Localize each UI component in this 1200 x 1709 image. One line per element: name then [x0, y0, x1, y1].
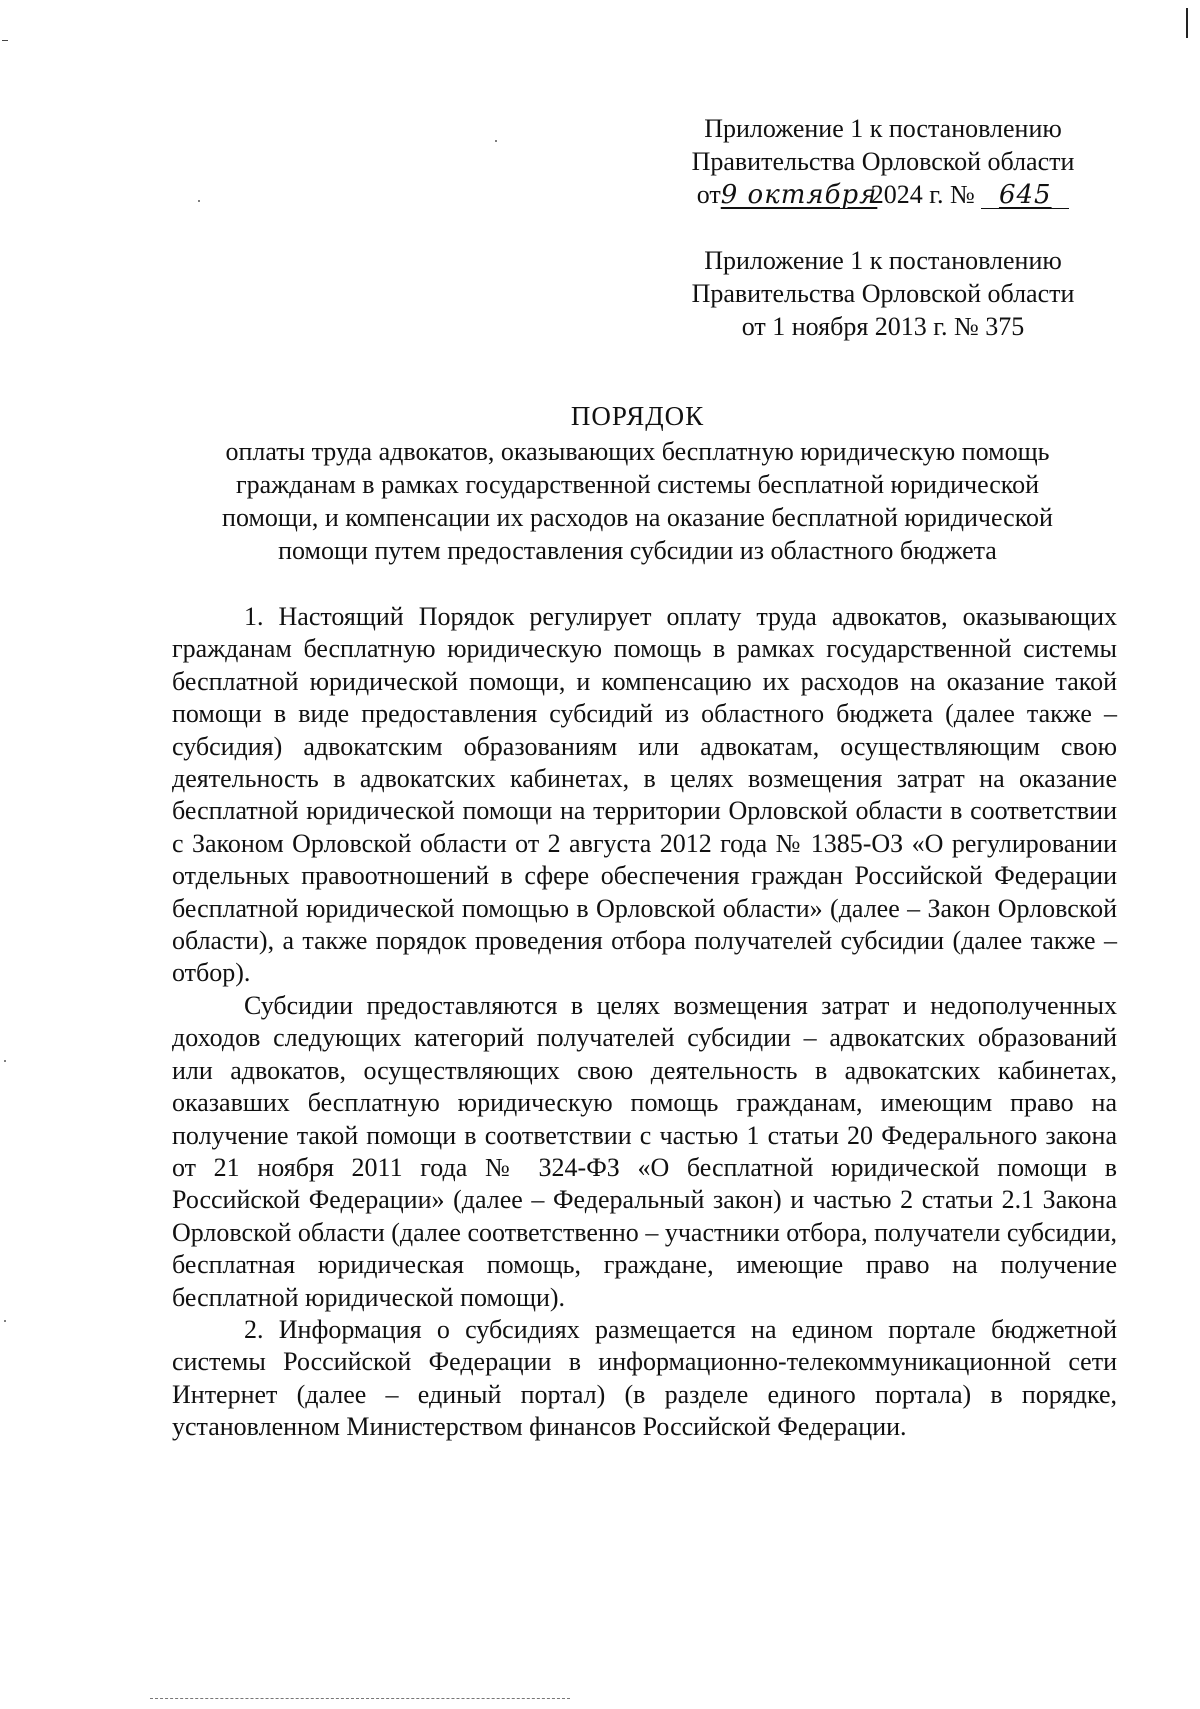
handwritten-date: 9 октября: [720, 180, 878, 210]
scan-footer-rule: [150, 1698, 570, 1699]
paragraph-3: 2. Информация о субсидиях размещается на едином портале бюджетной системы Российской Федерации в информационно-телекоммуникационной сети Интернет (далее – единый портал) (в разделе единого портала) в порядке, установленном Министерством финансов Российской Федерации.: [172, 1314, 1117, 1442]
attachment-old-line1: Приложение 1 к постановлению: [704, 246, 1062, 275]
title-subtitle-line4: помощи путем предоставления субсидии из областного бюджета: [278, 536, 997, 565]
scan-corner-mark: [1186, 8, 1188, 38]
paragraph-1: 1. Настоящий Порядок регулирует оплату труда адвокатов, оказывающих гражданам бесплатную юридическую помощь в рамках государственной системы бесплатной юридической помощи, и компенсацию их расходов на оказание такой помощи в виде предоставления субсидий из областного бюджета (далее также – субсидия) адвокатским образованиям или адвокатам, осуществляющим свою деятельность в адвокатских кабинетах, в целях возмещения затрат на оказание бесплатной юридической помощи на территории Орловской области в соответствии с Законом Орловской области от 2 августа 2012 года № 1385-ОЗ «О регулировании отдельных правоотношений в сфере обеспечения граждан Российской Федерации бесплатной юридической помощью в Орловской области» (далее – Закон Орловской области), а также порядок проведения отбора получателей субсидии (далее также – отбор).: [172, 602, 1117, 988]
attachment-old-line2: Правительства Орловской области: [691, 279, 1075, 308]
paragraph-2: Субсидии предоставляются в целях возмещения затрат и недополученных доходов следующих категорий получателей субсидии – адвокатских образований или адвокатов, осуществляющих свою деятельность в адвокатских кабинетах, оказавших бесплатную юридическую помощь гражданам, имеющим право на получение такой помощи в соответствии с частью 1 статьи 20 Федерального закона от 21 ноября 2011 года № 324-ФЗ «О бесплатной юридической помощи в Российской Федерации» (далее – Федеральный закон) и частью 2 статьи 2.1 Закона Орловской области (далее соответственно – участники отбора, получатели субсидии, бесплатная юридическая помощь, граждане, имеющие право на получение бесплатной юридической помощи).: [172, 990, 1117, 1312]
title-subtitle-line3: помощи, и компенсации их расходов на оказание бесплатной юридической: [222, 503, 1053, 532]
scan-speck: [198, 200, 200, 202]
document-title: ПОРЯДОК: [570, 401, 705, 431]
attachment-new-line2: Правительства Орловской области: [691, 147, 1075, 176]
attachment-new-date-line: [668, 178, 1098, 211]
document-title-block: [170, 400, 1105, 567]
scan-edge-mark: [2, 40, 8, 41]
attachment-old-line3: от 1 ноября 2013 г. № 375: [741, 312, 1025, 341]
document-body: [172, 601, 1117, 1444]
scan-speck: [4, 1060, 6, 1062]
scan-speck: [4, 1320, 6, 1322]
handwritten-number: 645: [981, 182, 1069, 209]
date-prefix: от: [696, 180, 721, 209]
title-subtitle-line2: гражданам в рамках государственной системы бесплатной юридической: [235, 470, 1040, 499]
attachment-header-new: [668, 112, 1098, 211]
attachment-header-old: [668, 244, 1098, 343]
attachment-new-line1: Приложение 1 к постановлению: [704, 114, 1062, 143]
date-year: 2024 г. №: [870, 180, 975, 209]
scan-speck: [495, 140, 497, 142]
title-subtitle-line1: оплаты труда адвокатов, оказывающих бесплатную юридическую помощь: [225, 437, 1050, 466]
